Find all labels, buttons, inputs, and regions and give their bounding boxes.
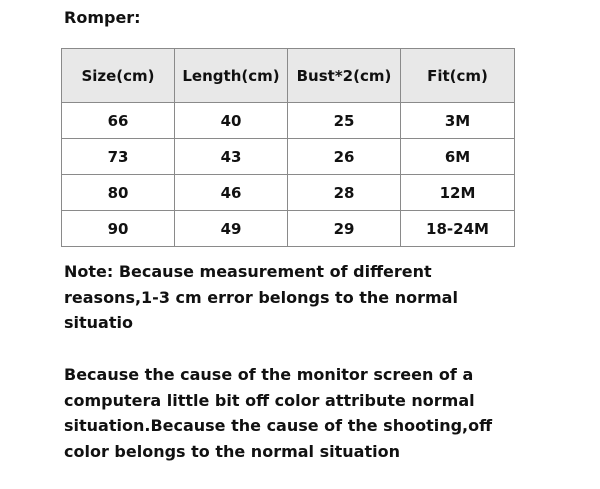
header-fit: Fit(cm) — [401, 49, 515, 103]
cell-bust: 26 — [288, 139, 401, 175]
cell-fit: 6M — [401, 139, 515, 175]
disclaimer-line: computera little bit off color attribute normal — [64, 390, 475, 410]
cell-bust: 29 — [288, 211, 401, 247]
cell-fit: 18-24M — [401, 211, 515, 247]
cell-bust: 28 — [288, 175, 401, 211]
disclaimer-line: color belongs to the normal situation — [64, 441, 400, 461]
cell-size: 73 — [62, 139, 175, 175]
table-row — [62, 103, 515, 139]
table-row — [62, 139, 515, 175]
note-line: situatio — [64, 313, 133, 332]
size-chart-table — [61, 48, 515, 247]
disclaimer-line: Because the cause of the monitor screen of a — [64, 365, 474, 384]
table-row — [62, 211, 515, 247]
table-header-row — [62, 49, 515, 103]
cell-size: 80 — [62, 175, 175, 211]
cell-size: 90 — [62, 211, 175, 247]
cell-length: 43 — [175, 139, 288, 175]
cell-length: 46 — [175, 175, 288, 211]
note-line: Note: Because measurement of different — [64, 262, 432, 281]
header-bust: Bust*2(cm) — [288, 49, 401, 103]
cell-size: 66 — [62, 103, 175, 139]
table-row — [62, 175, 515, 211]
cell-fit: 12M — [401, 175, 515, 211]
header-length: Length(cm) — [175, 49, 288, 103]
header-size: Size(cm) — [62, 49, 175, 103]
cell-bust: 25 — [288, 103, 401, 139]
color-disclaimer — [64, 362, 534, 464]
cell-length: 40 — [175, 103, 288, 139]
note-line: reasons,1-3 cm error belongs to the normal — [64, 287, 458, 307]
cell-fit: 3M — [401, 103, 515, 139]
page-title: Romper: — [64, 8, 141, 27]
cell-length: 49 — [175, 211, 288, 247]
measurement-note — [64, 259, 534, 336]
disclaimer-line: situation.Because the cause of the shooting,off — [64, 416, 493, 435]
